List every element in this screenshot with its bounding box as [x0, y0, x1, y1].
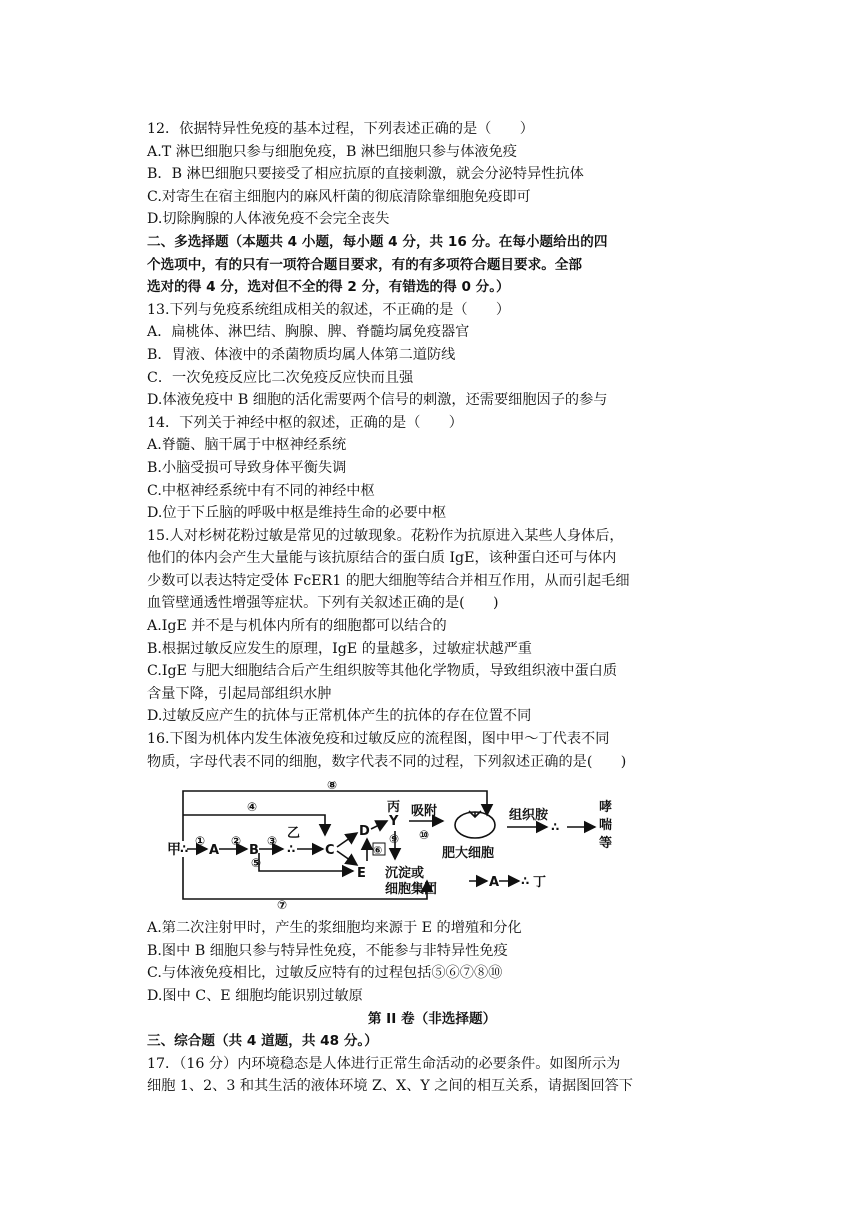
label-step-9: ⑨ — [389, 832, 400, 847]
q16-option-d: D.图中 C、E 细胞均能识别过敏原 — [147, 988, 363, 1004]
q12-option-c: C.对寄生在宿主细胞内的麻风杆菌的彻底清除靠细胞免疫即可 — [147, 188, 531, 205]
label-cell-e: E — [357, 866, 366, 882]
label-step-5: ⑤ — [251, 856, 262, 871]
q15-stem-line3: 少数可以表达特定受体 FcER1 的肥大细胞等结合并相互作用，从而引起毛细 — [147, 572, 630, 589]
q16-stem-line2: 物质，字母代表不同的细胞，数字代表不同的过程，下列叙述正确的是( ) — [147, 753, 627, 770]
immune-flow-svg — [147, 781, 717, 911]
label-asthma-1: 哮 — [599, 800, 613, 816]
label-bing: 丙 — [387, 800, 401, 816]
q17-line1: 17．（16 分）内环境稳态是人体进行正常生命活动的必要条件。如图所示为 — [147, 1055, 621, 1072]
q15-option-a: A.IgE 并不是与机体内所有的细胞都可以结合的 — [147, 618, 447, 635]
label-antibody-y: Y — [389, 814, 399, 830]
q16-option-b: B.图中 B 细胞只参与特异性免疫，不能参与非特异性免疫 — [147, 942, 508, 959]
q13-option-b: B．胃液、体液中的杀菌物质均属人体第二道防线 — [147, 346, 456, 363]
label-precip-2: 细胞集团 — [385, 882, 438, 898]
label-mast-cell: 肥大细胞 — [442, 846, 495, 862]
exam-page — [147, 118, 717, 1098]
label-cell-d: D — [359, 824, 370, 840]
section2-heading-line2: 个选项中，有的只有一项符合题目要求，有的有多项符合题目要求。全部 — [147, 256, 582, 273]
label-step-4: ④ — [247, 800, 258, 815]
q15-stem-line4: 血管壁通透性增强等症状。下列有关叙述正确的是( ) — [147, 595, 499, 612]
label-cell-b: B — [249, 843, 259, 859]
q13-stem: 13.下列与免疫系统组成相关的叙述，不正确的是（ ） — [147, 301, 511, 318]
q12-stem: 12．依据特异性免疫的基本过程，下列表述正确的是（ ） — [147, 121, 534, 137]
immune-flow-diagram — [147, 781, 717, 911]
q13-option-a: A．扁桃体、淋巴结、胸腺、脾、脊髓均属免疫器官 — [147, 324, 470, 341]
label-cell-c: C — [325, 843, 335, 859]
q12-option-d: D.切除胸腺的人体液免疫不会完全丧失 — [147, 211, 390, 228]
q12-option-a: A.T 淋巴细胞只参与细胞免疫，B 淋巴细胞只参与体液免疫 — [147, 143, 517, 160]
q13-option-d: D.体液免疫中 B 细胞的活化需要两个信号的刺激，还需要细胞因子的参与 — [147, 392, 608, 409]
label-ding: 丁 — [533, 875, 547, 891]
label-dots-jia: ∴ — [180, 842, 189, 857]
q15-stem-line1: 15.人对杉树花粉过敏是常见的过敏现象。花粉作为抗原进入某些人身体后， — [147, 527, 624, 544]
path-8 — [183, 791, 487, 841]
label-asthma-3: 等 — [599, 836, 613, 852]
q15-option-b: B.根据过敏反应发生的原理，IgE 的量越多，过敏症状越严重 — [147, 640, 532, 657]
q13-option-c: C．一次免疫反应比二次免疫反应快而且强 — [147, 369, 414, 386]
label-dots-yi: ∴ — [287, 842, 296, 857]
q15-option-c-line2: 含量下降，引起局部组织水肿 — [147, 685, 332, 702]
q14-option-a: A.脊髓、脑干属于中枢神经系统 — [147, 437, 347, 454]
label-adsorb: 吸附 — [411, 804, 438, 820]
label-jia: 甲 — [167, 842, 181, 859]
q16-option-a: A.第二次注射甲时，产生的浆细胞均来源于 E 的增殖和分化 — [147, 920, 522, 937]
label-dots-ding: ∴ — [521, 874, 530, 889]
part2-title: 第 II 卷（非选择题） — [367, 1010, 497, 1027]
label-step-10: ⑩ — [419, 828, 430, 843]
q16-stem-line1: 16.下图为机体内发生体液免疫和过敏反应的流程图，图中甲～丁代表不同 — [147, 731, 610, 748]
label-dots-histamine: ∴ — [551, 820, 560, 835]
label-yi: 乙 — [287, 826, 301, 842]
path-5 — [259, 853, 353, 871]
q14-option-c: C.中枢神经系统中有不同的神经中枢 — [147, 482, 375, 499]
q14-option-b: B.小脑受损可导致身体平衡失调 — [147, 459, 347, 476]
q16-option-c: C.与体液免疫相比，过敏反应特有的过程包括⑤⑥⑦⑧⑩ — [147, 965, 503, 982]
q15-stem-line2: 他们的体内会产生大量能与该抗原结合的蛋白质 IgE，该种蛋白还可与体内 — [147, 550, 617, 567]
q17-line2: 细胞 1、2、3 和其生活的液体环境 Z、X、Y 之间的相互关系，请据图回答下 — [147, 1078, 633, 1095]
label-step-7: ⑦ — [277, 898, 288, 912]
label-step-2: ② — [231, 834, 242, 849]
label-histamine: 组织胺 — [509, 808, 549, 824]
q12-option-b: B．B 淋巴细胞只要接受了相应抗原的直接刺激，就会分泌特异性抗体 — [147, 166, 584, 183]
path-4 — [183, 815, 325, 835]
label-precip-1: 沉淀或 — [385, 866, 425, 882]
label-step-6: ⑥ — [373, 844, 383, 858]
q14-stem: 14．下列关于神经中枢的叙述，正确的是（ ） — [147, 414, 463, 431]
section2-heading-line3: 选对的得 4 分，选对但不全的得 2 分，有错选的得 0 分。） — [147, 279, 510, 296]
q15-option-c-line1: C.IgE 与肥大细胞结合后产生组织胺等其他化学物质，导致组织液中蛋白质 — [147, 663, 618, 680]
section3-heading: 三、综合题（共 4 道题，共 48 分。） — [147, 1033, 378, 1050]
label-step-8: ⑧ — [327, 781, 338, 793]
q15-option-d: D.过敏反应产生的抗体与正常机体产生的抗体的存在位置不同 — [147, 708, 532, 725]
label-step-1: ① — [195, 834, 206, 849]
label-asthma-2: 喘 — [599, 818, 613, 834]
label-cell-a: A — [209, 843, 220, 859]
section2-heading-line1: 二、多选择题（本题共 4 小题，每小题 4 分，共 16 分。在每小题给出的四 — [147, 233, 608, 250]
q14-option-d: D.位于下丘脑的呼吸中枢是维持生命的必要中枢 — [147, 505, 447, 522]
label-cell-a2: A — [489, 875, 500, 891]
label-step-3: ③ — [267, 834, 278, 849]
